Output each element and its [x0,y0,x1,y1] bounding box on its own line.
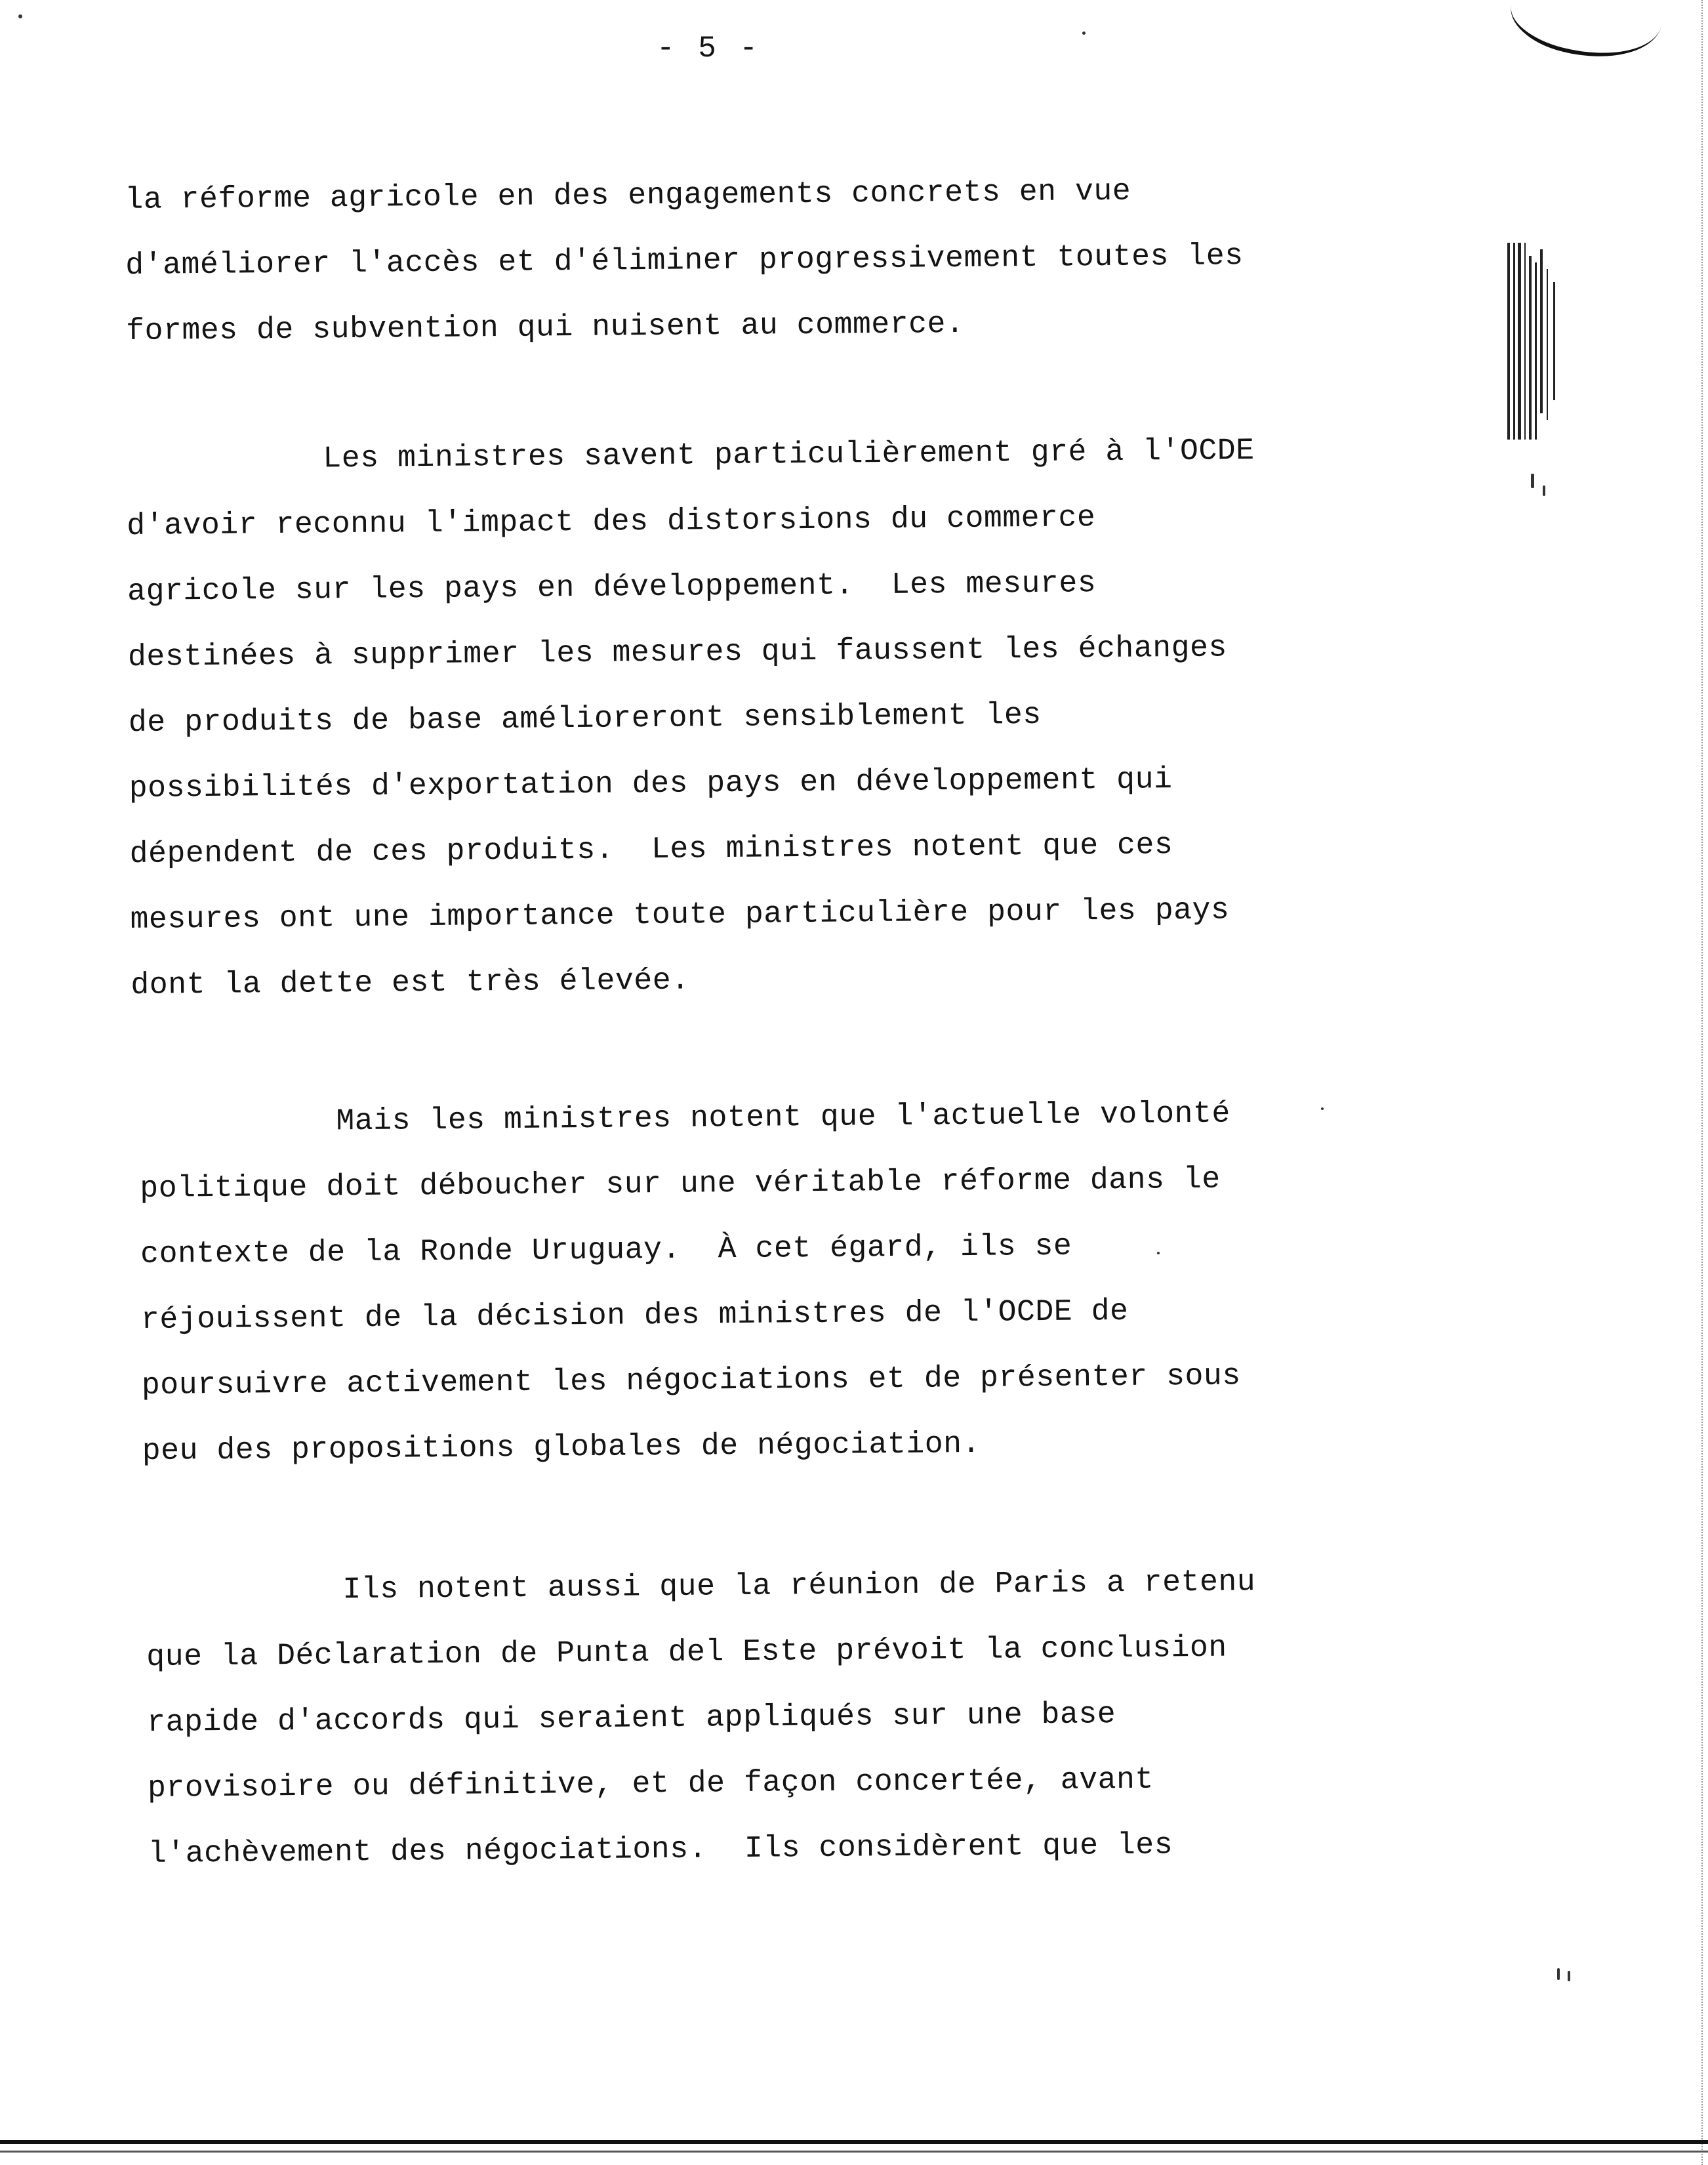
text-line: réjouissent de la décision des ministres de l'OCDE de [140,1293,1129,1337]
text-line: peu des propositions globales de négociation. [142,1426,981,1468]
scan-speck [1082,31,1086,35]
scan-speck [1321,1107,1324,1110]
scan-speck [18,14,22,18]
text-line: poursuivre activement les négociations et de présenter sous [141,1358,1241,1403]
scan-speck [1568,1971,1570,1981]
paragraph-2 [126,417,1377,1018]
text-line: de produits de base amélioreront sensiblement les [128,697,1042,740]
text-line: politique doit déboucher sur une véritable réforme dans le [140,1161,1221,1206]
bottom-scan-edge [0,2140,1708,2144]
paragraph-3 [139,1079,1389,1484]
text-line: formes de subvention qui nuisent au commerce. [125,306,965,348]
text-line: d'avoir reconnu l'impact des distorsions du commerce [127,500,1096,543]
text-line: d'améliorer l'accès et d'éliminer progressivement toutes les [125,238,1244,283]
text-line: mesures ont une importance toute particulière pour les pays [130,892,1230,937]
text-line: dépendent de ces produits. Les ministres notent que ces [129,827,1173,871]
paragraph-4 [146,1548,1394,1887]
margin-barcode-mark [1507,243,1579,440]
paragraph-1 [125,156,1373,364]
page-number: - 5 - [656,31,761,66]
text-line: Ils notent aussi que la réunion de Paris a retenu [342,1564,1256,1607]
text-line: Les ministres savent particulièrement gré à l'OCDE [323,432,1255,476]
text-line: rapide d'accords qui seraient appliqués sur une base [146,1697,1116,1740]
text-line: possibilités d'exportation des pays en développement qui [129,762,1173,806]
text-line: la réforme agricole en des engagements concrets en vue [125,173,1131,217]
bottom-scan-edge-thin [0,2151,1708,2153]
scan-speck [1557,1968,1560,1980]
text-line: destinées à supprimer les mesures qui faussent les échanges [127,630,1228,674]
scan-speck [1531,474,1534,488]
text-line: dont la dette est très élevée. [131,962,690,1002]
text-line: contexte de la Ronde Uruguay. À cet égard, ils se [140,1228,1072,1271]
text-line: l'achèvement des négociations. Ils considèrent que les [148,1827,1173,1871]
text-line: provisoire ou définitive, et de façon concertée, avant [147,1762,1154,1805]
scan-speck [1543,485,1545,496]
text-line: que la Déclaration de Punta del Este prévoit la conclusion [146,1630,1227,1674]
text-line: Mais les ministres notent que l'actuelle volonté [336,1096,1231,1139]
page-edge-shadow [1700,0,1703,2165]
corner-scan-mark [1503,0,1670,73]
text-line: agricole sur les pays en développement. Les mesures [127,566,1097,609]
scan-speck [1157,1252,1160,1254]
